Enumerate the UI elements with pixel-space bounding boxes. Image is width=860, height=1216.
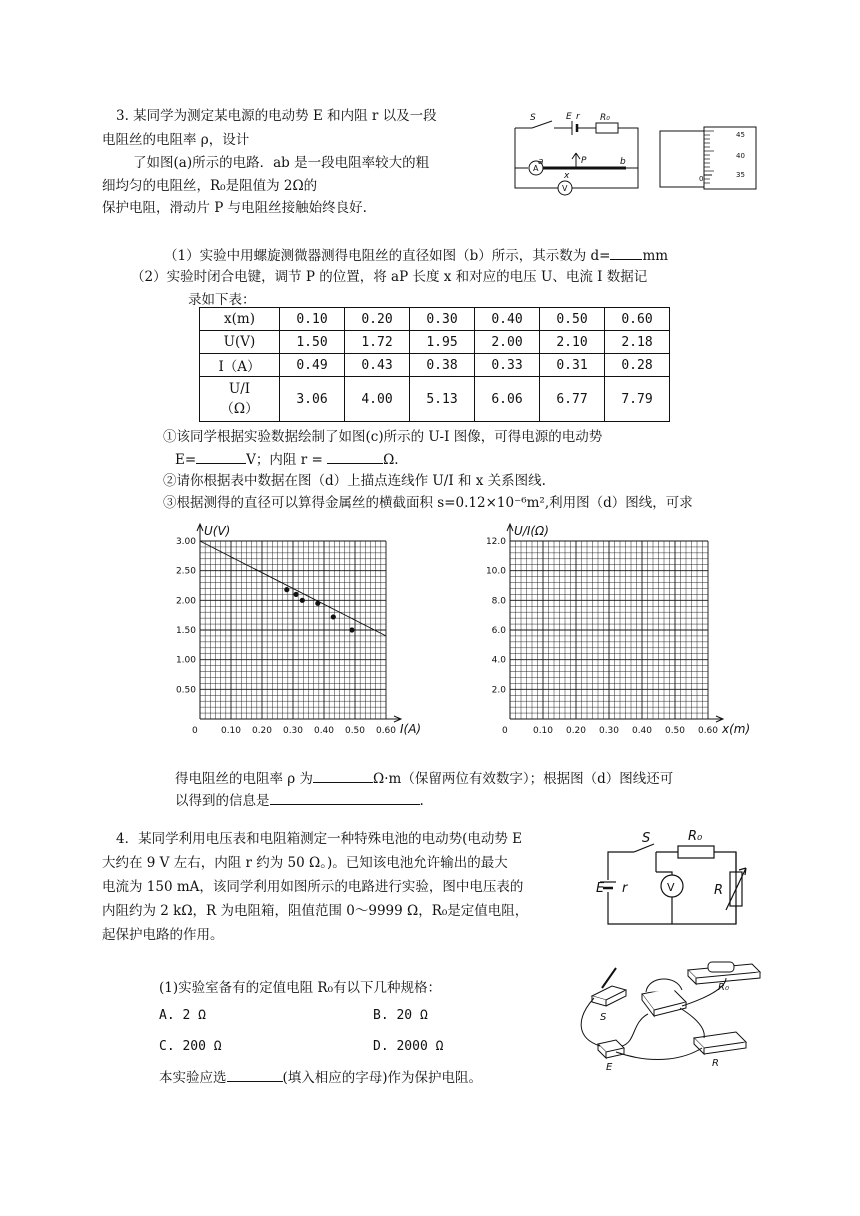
table-cell: 2.00	[475, 331, 540, 354]
x-axis-title: I(A)	[400, 722, 422, 736]
q4-circuit-diagram	[596, 824, 746, 934]
circuit-diagram-a	[508, 108, 648, 203]
table-row	[200, 308, 670, 331]
q3-s1-line2	[175, 449, 399, 470]
q3-s4	[175, 768, 673, 789]
emf-label: E=	[175, 452, 197, 468]
y-tick-label: 10.0	[485, 566, 506, 577]
q4-option-a: A. 2 Ω	[159, 1008, 206, 1023]
table-row-header: x(m)	[200, 308, 280, 331]
table-row	[200, 377, 670, 422]
q3-part1-text: （1）实验中用螺旋测微器测得电阻丝的直径如图（b）所示，其示数为 d=	[164, 248, 611, 264]
table-cell: 0.28	[605, 354, 670, 377]
ohm-unit: Ω.	[383, 452, 399, 468]
q3-s1-line1: ①该同学根据实验数据绘制了如图(c)所示的 U-I 图像，可得电源的电动势	[163, 429, 603, 445]
table-cell: 1.72	[345, 331, 410, 354]
x-tick-label: 0.50	[664, 726, 686, 736]
protective-resistor-answer-blank[interactable]	[227, 1067, 283, 1082]
y-axis-title: U(V)	[204, 524, 231, 538]
table-row-header: U(V)	[200, 331, 280, 354]
q4-line5: 起保护电路的作用。	[102, 927, 224, 943]
x-tick-label: 0.10	[532, 726, 554, 736]
circuit-a-label-e: E	[566, 112, 572, 122]
info-answer-blank[interactable]	[270, 790, 420, 805]
table-cell: 6.77	[540, 377, 605, 422]
q4-option-b: B. 20 Ω	[373, 1008, 428, 1023]
origin-label: 0	[502, 726, 508, 736]
resistance-label: V；内阻 r =	[246, 452, 323, 468]
resistivity-label: 得电阻丝的电阻率 ρ 为	[175, 771, 314, 787]
table-row	[200, 331, 670, 354]
resistivity-suffix: Ω·m（保留两位有效数字）；根据图（d）图线还可	[373, 771, 674, 787]
q3-s5	[175, 790, 424, 811]
q4-circuit-label-e: E	[596, 881, 605, 896]
x-tick-label: 0.40	[631, 726, 653, 736]
y-tick-label: 4.0	[491, 655, 506, 666]
y-tick-label: 2.50	[175, 566, 196, 577]
q3-line2: 电阻丝的电阻率 ρ，设计	[102, 132, 250, 148]
x-tick-label: 0.60	[697, 726, 719, 736]
y-tick-label: 2.0	[491, 685, 506, 696]
q4-apparatus-sketch	[576, 958, 766, 1076]
table-cell: 7.79	[605, 377, 670, 422]
micrometer-figure-b	[660, 123, 760, 193]
resistivity-answer-blank[interactable]	[313, 768, 373, 783]
table-cell: 0.31	[540, 354, 605, 377]
diameter-answer-blank[interactable]	[610, 245, 642, 260]
data-point	[294, 592, 299, 597]
q4-answer-suffix: (填入相应的字母)作为保护电阻。	[282, 1070, 483, 1086]
q4-line3: 电流为 150 mA，该同学利用如图所示的电路进行实验，图中电压表的	[102, 879, 524, 895]
q3-line1: 3. 某同学为测定某电源的电动势 E 和内阻 r 以及一段	[116, 108, 437, 124]
table-row-header-ui	[200, 377, 280, 422]
apparatus-label-e: E	[606, 1062, 613, 1073]
table-cell: 0.38	[410, 354, 475, 377]
y-tick-label: 8.0	[491, 596, 506, 607]
table-cell: 0.10	[280, 308, 345, 331]
q3-line4: 细均匀的电阻丝，R₀是阻值为 2Ω的	[102, 178, 318, 194]
q3-s3: ③根据测得的直径可以算得金属丝的横截面积 s=0.12×10⁻⁶m²,利用图（d）图线，可求	[163, 495, 693, 511]
table-row-header: I（A）	[200, 354, 280, 377]
q4-answer-prefix: 本实验应选	[159, 1070, 227, 1086]
x-tick-label: 0.30	[598, 726, 620, 736]
table-row	[200, 354, 670, 377]
micrometer-tick-45: 45	[736, 131, 745, 139]
table-ui-header-bottom: （Ω）	[220, 401, 259, 417]
y-tick-label: 3.00	[175, 537, 196, 547]
y-tick-label: 1.50	[175, 626, 196, 636]
x-axis-title: x(m)	[722, 722, 751, 736]
x-tick-label: 0.20	[251, 726, 273, 736]
q4-circuit-label-r0: R₀	[688, 829, 703, 844]
q3-line5: 保护电阻，滑动片 P 与电阻丝接触始终良好.	[102, 200, 367, 216]
micrometer-tick-35: 35	[736, 171, 745, 179]
circuit-a-label-r0: R₀	[600, 113, 610, 123]
info-suffix: .	[419, 793, 424, 809]
circuit-a-label-a: a	[538, 157, 544, 167]
table-cell: 0.40	[475, 308, 540, 331]
table-cell: 6.06	[475, 377, 540, 422]
table-cell: 3.06	[280, 377, 345, 422]
q4-option-c: C. 200 Ω	[159, 1039, 222, 1054]
q3-line3: 了如图(a)所示的电路．ab 是一段电阻率较大的粗	[133, 155, 430, 171]
x-tick-label: 0.10	[220, 726, 242, 736]
y-tick-label: 6.0	[491, 626, 506, 636]
table-cell: 0.20	[345, 308, 410, 331]
q4-answer	[159, 1067, 482, 1088]
q3-part2-line2: 录如下表：	[188, 292, 256, 308]
q4-option-d: D. 2000 Ω	[373, 1039, 444, 1054]
origin-label: 0	[192, 726, 198, 736]
x-tick-label: 0.40	[313, 726, 335, 736]
table-cell: 2.10	[540, 331, 605, 354]
info-label: 以得到的信息是	[175, 793, 270, 809]
data-point	[300, 598, 305, 603]
x-tick-label: 0.50	[344, 726, 366, 736]
table-cell: 4.00	[345, 377, 410, 422]
circuit-a-label-r: r	[576, 112, 580, 122]
apparatus-label-r0: R₀	[718, 982, 729, 993]
data-point	[284, 587, 289, 592]
q3-part1-unit: mm	[642, 248, 669, 264]
q4-sub1: (1)实验室备有的定值电阻 R₀有以下几种规格：	[159, 980, 441, 996]
q3-part1	[164, 245, 668, 266]
apparatus-label-s: S	[600, 1012, 607, 1023]
emf-answer-blank[interactable]	[196, 449, 246, 464]
q4-line4: 内阻约为 2 kΩ，R 为电阻箱，阻值范围 0～9999 Ω，R₀是定值电阻，	[102, 903, 529, 919]
data-point	[331, 614, 336, 619]
table-cell: 5.13	[410, 377, 475, 422]
uix-chart-d	[478, 517, 751, 753]
data-point	[315, 601, 320, 606]
table-cell: 0.33	[475, 354, 540, 377]
x-tick-label: 0.60	[375, 726, 397, 736]
data-point	[349, 627, 354, 632]
table-cell: 1.95	[410, 331, 475, 354]
circuit-a-label-s: S	[530, 113, 536, 123]
q4-circuit-label-v: V	[667, 881, 675, 894]
q4-line1: 4．某同学利用电压表和电阻箱测定一种特殊电池的电动势(电动势 E	[116, 831, 523, 847]
micrometer-tick-40: 40	[736, 152, 745, 160]
ammeter-label: A	[533, 164, 539, 173]
data-table	[199, 307, 670, 422]
q4-line2: 大约在 9 V 左右，内阻 r 约为 50 Ω。)。已知该电池允许输出的最大	[102, 855, 508, 871]
table-ui-header-top: U/I	[228, 381, 251, 397]
x-tick-label: 0.20	[565, 726, 587, 736]
q3-s2: ②请你根据表中数据在图（d）上描点连线作 U/I 和 x 关系图线.	[163, 473, 546, 489]
y-tick-label: 12.0	[485, 537, 506, 547]
circuit-a-label-p: P	[581, 156, 587, 166]
y-axis-title: U/I(Ω)	[514, 524, 549, 538]
q4-circuit-label-s: S	[642, 831, 651, 846]
resistance-answer-blank[interactable]	[327, 449, 383, 464]
voltmeter-label: V	[562, 184, 568, 193]
chart-grid	[510, 541, 708, 719]
y-tick-label: 0.50	[175, 685, 196, 696]
y-tick-label: 2.00	[175, 596, 196, 607]
table-cell: 0.30	[410, 308, 475, 331]
table-cell: 0.50	[540, 308, 605, 331]
table-cell: 2.18	[605, 331, 670, 354]
ui-chart-c	[166, 517, 422, 753]
x-tick-label: 0.30	[282, 726, 304, 736]
micrometer-tick-0: 0	[699, 175, 704, 183]
table-cell: 0.60	[605, 308, 670, 331]
chart-grid	[200, 541, 386, 719]
table-cell: 0.49	[280, 354, 345, 377]
q4-circuit-label-rbox: R	[714, 883, 724, 898]
table-cell: 1.50	[280, 331, 345, 354]
table-cell: 0.43	[345, 354, 410, 377]
q4-circuit-label-r: r	[622, 881, 628, 896]
circuit-a-label-b: b	[620, 157, 626, 167]
q3-part2-line1: （2）实验时闭合电键，调节 P 的位置，将 aP 长度 x 和对应的电压 U、电流 I 数据记	[131, 269, 648, 285]
y-tick-label: 1.00	[175, 655, 196, 666]
circuit-a-label-x: x	[564, 171, 570, 181]
apparatus-label-r: R	[712, 1058, 719, 1069]
